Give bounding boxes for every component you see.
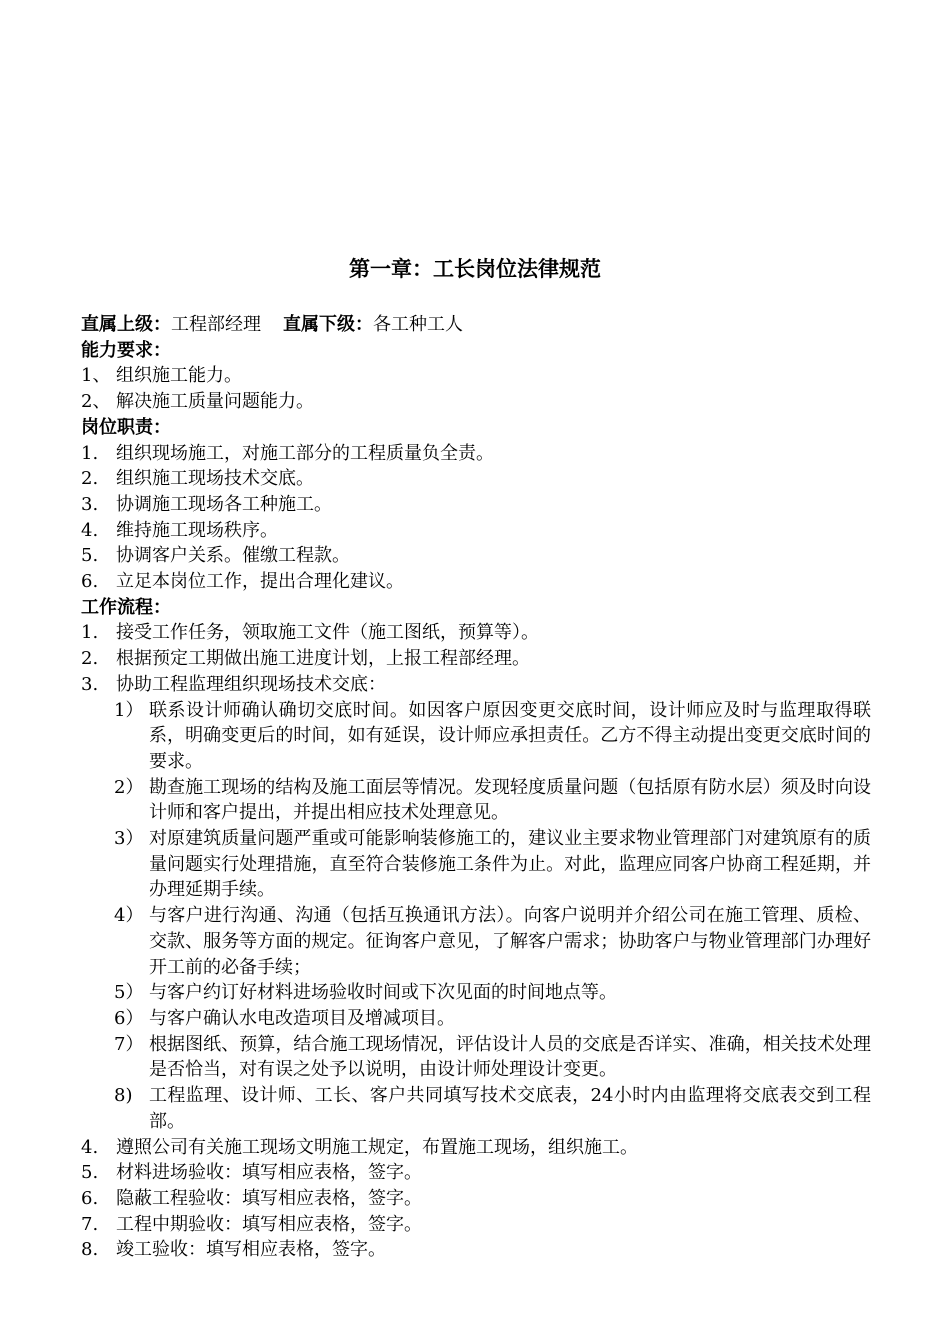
sub-item-number: 6） [114, 1007, 144, 1029]
item-number: 4. [81, 519, 99, 541]
superior-label: 直属上级： [81, 314, 171, 335]
item-number: 8. [81, 1239, 99, 1261]
sub-item-text: 与客户约订好材料进场验收时间或下次见面的时间地点等。 [149, 982, 617, 1004]
sub-item-number: 5） [114, 982, 144, 1004]
sub-item-number: 1） [114, 699, 144, 721]
list-item [81, 1212, 871, 1238]
sub-item-text: 根据图纸、预算，结合施工现场情况，评估设计人员的交底是否详实、准确，相关技术处理是否恰当，对有误之处予以说明，由设计师处理设计变更。 [149, 1033, 871, 1081]
item-text: 协助工程监理组织现场技术交底： [116, 673, 386, 695]
list-item [81, 646, 871, 672]
sub-item-text: 与客户进行沟通、沟通（包括互换通讯方法）。向客户说明并介绍公司在施工管理、质检、交款、服务等方面的规定。征询客户意见，了解客户需求；协助客户与物业管理部门办理好开工前的必备手续； [149, 905, 871, 978]
list-item [81, 363, 871, 389]
item-number: 6. [81, 1187, 99, 1209]
item-number: 1. [81, 442, 99, 464]
sub-list-item [81, 980, 871, 1006]
item-number: 2. [81, 648, 99, 670]
list-item [81, 389, 871, 415]
item-text: 解决施工质量问题能力。 [116, 391, 314, 413]
item-text: 材料进场验收：填写相应表格，签字。 [116, 1162, 422, 1184]
sub-item-text: 与客户确认水电改造项目及增减项目。 [149, 1007, 455, 1029]
duties-heading: 岗位职责： [81, 416, 171, 438]
item-text: 隐蔽工程验收：填写相应表格，签字。 [116, 1187, 422, 1209]
item-text: 维持施工现场秩序。 [116, 519, 278, 541]
item-text: 协调客户关系。催缴工程款。 [116, 545, 350, 567]
item-number: 2、 [81, 391, 111, 413]
item-number: 1. [81, 622, 99, 644]
workflow-heading: 工作流程： [81, 596, 171, 618]
chapter-title: 第一章：工长岗位法律规范 [349, 256, 601, 281]
sub-item-number: 2） [114, 776, 144, 798]
item-text: 接受工作任务，领取施工文件（施工图纸，预算等）。 [116, 622, 539, 644]
list-item [81, 543, 871, 569]
subordinate-value: 各工种工人 [373, 314, 463, 335]
item-text: 根据预定工期做出施工进度计划，上报工程部经理。 [116, 648, 530, 670]
item-number: 5. [81, 545, 99, 567]
sub-item-text: 对原建筑质量问题严重或可能影响装修施工的，建议业主要求物业管理部门对建筑原有的质量问题实行处理措施，直至符合装修施工条件为止。对此，监理应同客户协商工程延期，并办理延期手续。 [149, 828, 871, 901]
list-item [81, 672, 871, 698]
document-body [81, 312, 871, 1263]
reporting-line [81, 312, 871, 338]
item-number: 1、 [81, 365, 111, 387]
item-number: 4. [81, 1136, 99, 1158]
list-item [81, 441, 871, 467]
item-text: 立足本岗位工作，提出合理化建议。 [116, 571, 404, 593]
item-text: 遵照公司有关施工现场文明施工规定，布置施工现场，组织施工。 [116, 1136, 638, 1158]
subordinate-label: 直属下级： [283, 314, 373, 335]
list-item [81, 569, 871, 595]
list-item [81, 518, 871, 544]
item-text: 工程中期验收：填写相应表格，签字。 [116, 1213, 422, 1235]
sub-item-number: 7） [114, 1033, 144, 1055]
item-number: 3. [81, 493, 99, 515]
sub-list-item [81, 903, 871, 980]
sub-list-item [81, 826, 871, 903]
sub-item-number: 8) [114, 1085, 133, 1107]
ability-heading: 能力要求： [81, 339, 171, 361]
sub-list-item [81, 1032, 871, 1083]
item-number: 3. [81, 673, 99, 695]
sub-item-text: 联系设计师确认确切交底时间。如因客户原因变更交底时间，设计师应及时与监理取得联系，明确变更后的时间，如有延误，设计师应承担责任。乙方不得主动提出变更交底时间的要求。 [149, 699, 871, 772]
item-number: 2. [81, 468, 99, 490]
sub-item-text: 工程监理、设计师、工长、客户共同填写技术交底表，24小时内由监理将交底表交到工程部。 [149, 1085, 871, 1132]
item-text: 竣工验收：填写相应表格，签字。 [116, 1239, 386, 1261]
superior-value: 工程部经理 [171, 314, 261, 335]
list-item [81, 466, 871, 492]
sub-list-item [81, 1006, 871, 1032]
sub-item-text: 勘查施工现场的结构及施工面层等情况。发现轻度质量问题（包括原有防水层）须及时向设计师和客户提出，并提出相应技术处理意见。 [149, 776, 871, 824]
sub-item-number: 4） [114, 905, 144, 927]
list-item [81, 1237, 871, 1263]
item-text: 组织施工现场技术交底。 [116, 468, 314, 490]
list-item [81, 1135, 871, 1161]
item-text: 协调施工现场各工种施工。 [116, 493, 332, 515]
item-text: 组织现场施工，对施工部分的工程质量负全责。 [116, 442, 494, 464]
item-number: 5. [81, 1162, 99, 1184]
sub-list-item [81, 775, 871, 826]
sub-item-number: 3） [114, 828, 144, 850]
item-number: 6. [81, 571, 99, 593]
list-item [81, 1186, 871, 1212]
list-item [81, 1160, 871, 1186]
list-item [81, 492, 871, 518]
sub-list-item [81, 1083, 871, 1134]
item-number: 7. [81, 1213, 99, 1235]
list-item [81, 620, 871, 646]
sub-list-item [81, 698, 871, 775]
item-text: 组织施工能力。 [116, 365, 242, 387]
